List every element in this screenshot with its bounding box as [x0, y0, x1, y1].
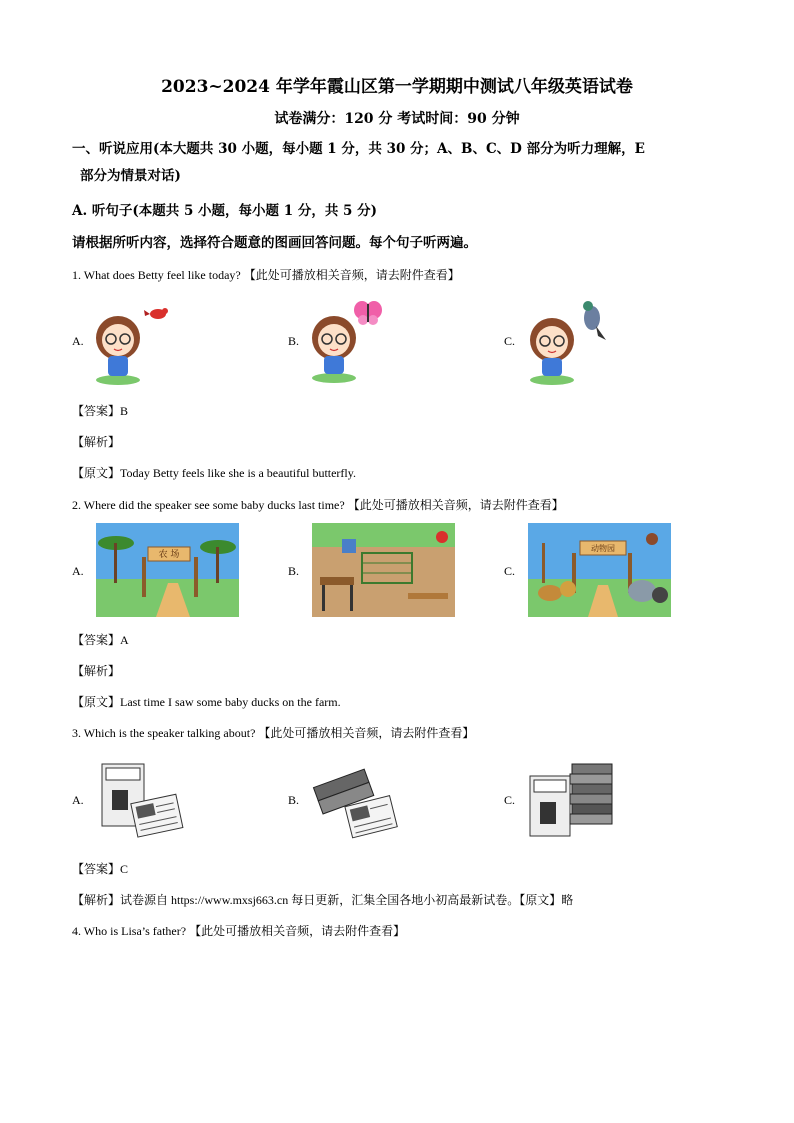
- document-title: 2023~2024 年学年霞山区第一学期期中测试八年级英语试卷: [161, 77, 633, 97]
- q3-option-c-label: C.: [504, 793, 516, 807]
- q2-option-b-label: B.: [288, 564, 300, 578]
- q1-option-a-label: A.: [72, 334, 84, 348]
- question-4-text: 4. Who is Lisa’s father? 【此处可播放相关音频，请去附件查看】: [72, 924, 406, 938]
- q2-answer: 【答案】A: [72, 633, 129, 647]
- q3-option-c-magazine-books-image: [526, 760, 618, 840]
- q2-original: 【原文】Last time I saw some baby ducks on the farm.: [72, 695, 341, 709]
- q1-option-b-label: B.: [288, 334, 300, 348]
- q3-analysis-tag: 【解析】: [72, 893, 121, 907]
- q2-analysis: 【解析】: [72, 664, 121, 678]
- section-heading-line1: 一、听说应用(本大题共 30 小题，每小题 1 分，共 30 分；A、B、C、D 部分为听力理解，E: [72, 141, 645, 157]
- q2-zoo-sign-text: 动物园: [591, 544, 615, 553]
- document-subtitle: 试卷满分：120 分 考试时间：90 分钟: [274, 111, 520, 127]
- q2-option-a-label: A.: [72, 564, 84, 578]
- part-a-heading: A. 听句子(本题共 5 小题，每小题 1 分，共 5 分): [72, 203, 378, 219]
- q3-option-a-label: A.: [72, 793, 84, 807]
- question-1-text: 1. What does Betty feel like today? 【此处可播放相关音频，请去附件查看】: [72, 268, 460, 282]
- q1-answer: 【答案】B: [72, 404, 129, 418]
- q1-option-a-girl-bird-image: [88, 294, 183, 386]
- q3-analysis-text: 试卷源自 https://www.mxsj663.cn 每日更新，汇集全国各地小初高最新试卷。【原文】略: [120, 893, 574, 907]
- q1-option-c-girl-pigeon-image: [520, 292, 612, 386]
- q1-option-b-girl-butterfly-image: [304, 296, 390, 384]
- question-3-text: 3. Which is the speaker talking about? 【此处可播放相关音频，请去附件查看】: [72, 726, 475, 740]
- q2-option-a-farm-image: [96, 523, 239, 617]
- q2-option-c-label: C.: [504, 564, 516, 578]
- q1-original: 【原文】Today Betty feels like she is a beautiful butterfly.: [72, 466, 356, 480]
- q2-farm-sign-text: 农 场: [158, 550, 180, 560]
- instruction-text: 请根据所听内容，选择符合题意的图画回答问题。每个句子听两遍。: [72, 235, 477, 251]
- q3-option-b-label: B.: [288, 793, 300, 807]
- q3-answer: 【答案】C: [72, 862, 129, 876]
- q2-option-c-zoo-image: [528, 523, 671, 617]
- q3-option-a-magazine-newspaper-image: [98, 760, 188, 840]
- section-heading: [72, 136, 752, 190]
- q3-option-b-books-newspaper-image: [312, 760, 406, 840]
- section-heading-line2: 部分为情景对话): [80, 168, 181, 184]
- q3-analysis: [72, 891, 573, 908]
- q1-option-c-label: C.: [504, 334, 516, 348]
- q1-analysis: 【解析】: [72, 435, 121, 449]
- q2-option-b-playground-image: [312, 523, 455, 617]
- question-2-text: 2. Where did the speaker see some baby ducks last time? 【此处可播放相关音频，请去附件查看】: [72, 498, 564, 512]
